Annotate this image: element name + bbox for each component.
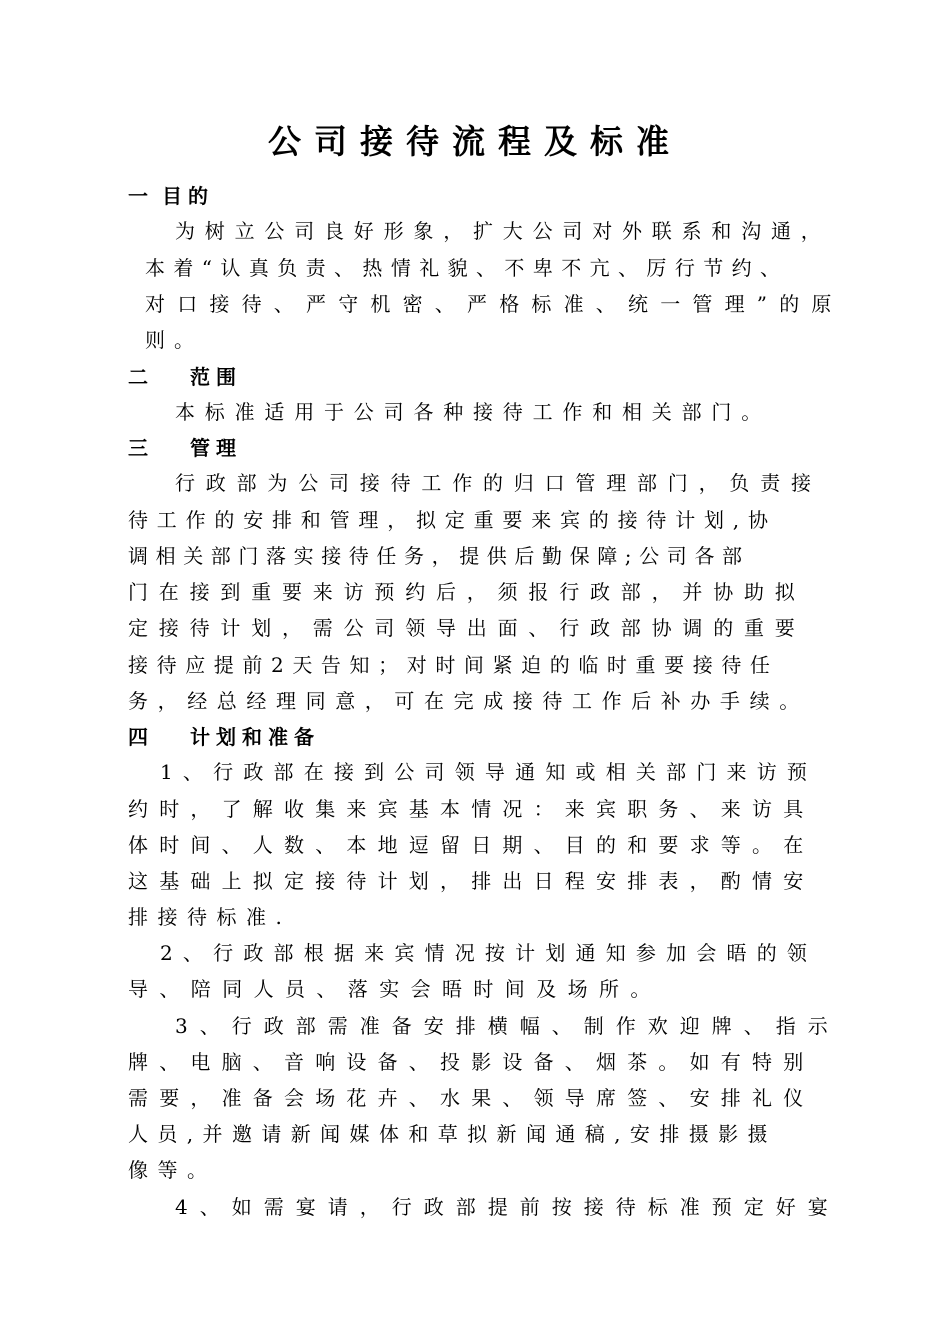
paragraph-line: 对口接待、严守机密、严格标准、统一管理”的原 [145,292,844,316]
paragraph-line: 这基础上拟定接待计划，排出日程安排表，酌情安 [128,869,815,893]
paragraph-line: 门在接到重要来访预约后，须报行政部，并协助拟 [128,580,806,604]
section-heading-purpose [128,180,214,209]
paragraph-line: 1、行政部在接到公司领导通知或相关部门来访预 [160,760,818,784]
paragraph-line: 牌、电脑、音响设备、投影设备、烟茶。如有特别 [128,1050,815,1074]
section-heading-management [128,432,242,461]
paragraph-line: 需要，准备会场花卉、水果、领导席签、安排礼仪 [128,1086,815,1110]
section-title: 计划和准备 [190,725,320,749]
paragraph-line: 排接待标准. [128,905,292,929]
paragraph-line: 定接待计划，需公司领导出面、行政部协调的重要 [128,616,806,640]
section-number: 一 [128,184,154,208]
paragraph-line: 人员,并邀请新闻媒体和草拟新闻通稿,安排摄影摄 [128,1122,777,1146]
paragraph-line: 则。 [145,328,203,352]
paragraph-line: 待工作的安排和管理，拟定重要来宾的接待计划,协 [128,508,777,532]
paragraph-line: 约时，了解收集来宾基本情况：来宾职务、来访具 [128,797,815,821]
paragraph-line: 3、行政部需准备安排横幅、制作欢迎牌、指示 [175,1014,840,1038]
section-heading-plan [128,721,320,750]
paragraph-line: 本标准适用于公司各种接待工作和相关部门。 [175,400,771,424]
paragraph-line: 2、行政部根据来宾情况按计划通知参加会晤的领 [160,941,818,965]
section-number: 四 [128,725,154,749]
section-title: 范围 [190,365,242,389]
paragraph-line: 导、陪同人员、落实会晤时间及场所。 [128,977,662,1001]
paragraph-line: 像等。 [128,1158,217,1182]
paragraph-line: 务，经总经理同意，可在完成接待工作后补办手续。 [128,689,809,713]
section-heading-scope [128,361,242,390]
section-title: 目的 [162,184,214,208]
paragraph-line: 行政部为公司接待工作的归口管理部门，负责接 [175,471,822,495]
document-title: 公司接待流程及标准 [268,122,682,161]
section-title: 管理 [190,436,242,460]
section-number: 三 [128,436,154,460]
section-number: 二 [128,365,154,389]
paragraph-line: 为树立公司良好形象，扩大公司对外联系和沟通， [175,219,831,243]
paragraph-line: 本着“认真负责、热情礼貌、不卑不亢、厉行节约、 [145,256,789,280]
paragraph-line: 接待应提前2天告知；对时间紧迫的临时重要接待任 [128,653,779,677]
paragraph-line: 调相关部门落实接待任务，提供后勤保障;公司各部 [128,544,750,568]
paragraph-line: 4、如需宴请，行政部提前按接待标准预定好宴 [175,1195,840,1219]
paragraph-line: 体时间、人数、本地逗留日期、目的和要求等。在 [128,833,815,857]
